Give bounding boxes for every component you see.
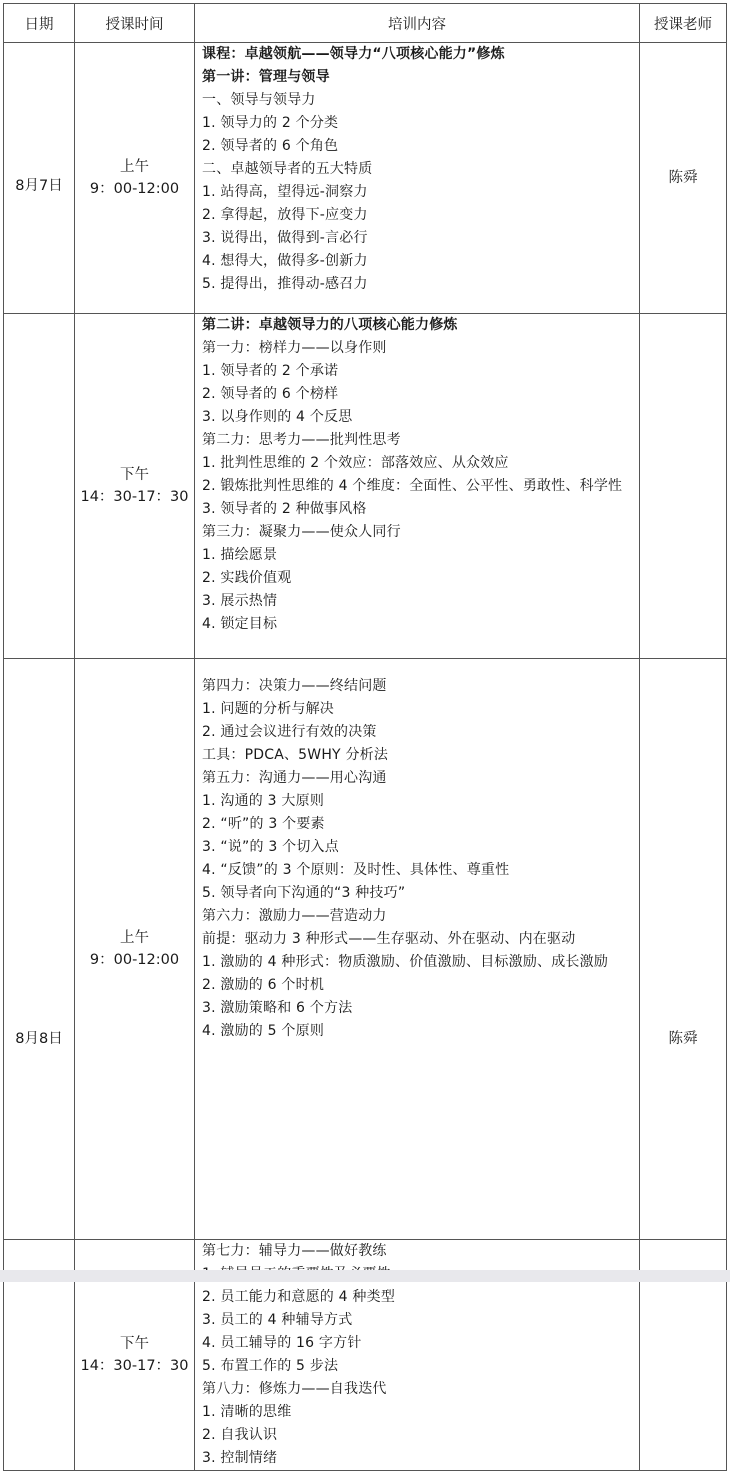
content-line: 2. 员工能力和意愿的 4 种类型	[202, 1289, 396, 1305]
content-line: 第五力：沟通力——用心沟通	[202, 770, 387, 786]
content-line: 工具：PDCA、5WHY 分析法	[202, 747, 389, 763]
content-line: 5. 布置工作的 5 步法	[202, 1358, 339, 1374]
content-line: 4. “反馈”的 3 个原则：及时性、具体性、尊重性	[202, 862, 510, 878]
content-line: 1. 批判性思维的 2 个效应：部落效应、从众效应	[202, 455, 509, 471]
session-row-1	[4, 43, 727, 314]
content-line: 1. 领导力的 2 个分类	[202, 115, 339, 131]
content-line: 2. “听”的 3 个要素	[202, 816, 325, 832]
content-line: 2. 领导者的 6 个角色	[202, 138, 339, 154]
content-line: 3. 激励策略和 6 个方法	[202, 1000, 353, 1016]
session-hours: 9：00-12:00	[89, 181, 180, 197]
session-content	[195, 43, 640, 314]
content-line: 3. 展示热情	[202, 593, 278, 609]
session-row-3	[4, 659, 727, 1240]
session-hours: 9：00-12:00	[89, 952, 180, 968]
session-period: 下午	[120, 1336, 149, 1352]
content-line: 2. 实践价值观	[202, 570, 292, 586]
session-hours: 14：30-17：30	[80, 489, 189, 505]
content-line: 2. 拿得起，放得下-应变力	[202, 207, 368, 223]
header-content: 培训内容	[195, 4, 640, 43]
schedule-table	[3, 3, 727, 1471]
header-time: 授课时间	[75, 4, 195, 43]
session-time	[75, 659, 195, 1240]
content-line: 1. 站得高，望得远-洞察力	[202, 184, 368, 200]
header-date: 日期	[4, 4, 75, 43]
content-line: 3. 领导者的 2 种做事风格	[202, 501, 367, 517]
session-date: 8月7日	[4, 43, 75, 314]
session-teacher	[640, 314, 727, 659]
content-line: 3. 员工的 4 种辅导方式	[202, 1312, 353, 1328]
content-line: 第四力：决策力——终结问题	[202, 678, 387, 694]
content-line: 1. 清晰的思维	[202, 1404, 292, 1420]
content-line: 4. 锁定目标	[202, 616, 278, 632]
session-hours: 14：30-17：30	[80, 1358, 189, 1374]
content-line: 2. 领导者的 6 个榜样	[202, 386, 339, 402]
session-teacher: 陈舜	[640, 659, 727, 1240]
content-line: 前提：驱动力 3 种形式——生存驱动、外在驱动、内在驱动	[202, 931, 576, 947]
session-time	[75, 314, 195, 659]
lecture-title: 第一讲：管理与领导	[202, 69, 330, 85]
content-line: 2. 锻炼批判性思维的 4 个维度：全面性、公平性、勇敢性、科学性	[202, 478, 623, 494]
content-line: 4. 员工辅导的 16 字方针	[202, 1335, 362, 1351]
session-period: 下午	[120, 467, 149, 483]
content-line: 3. 说得出，做得到-言必行	[202, 230, 368, 246]
lecture-title: 第二讲：卓越领导力的八项核心能力修炼	[202, 317, 458, 333]
content-line: 3. “说”的 3 个切入点	[202, 839, 339, 855]
session-time	[75, 43, 195, 314]
session-date: 8月8日	[4, 659, 75, 1240]
content-line: 4. 激励的 5 个原则	[202, 1023, 325, 1039]
session-teacher: 陈舜	[640, 43, 727, 314]
header-teacher: 授课老师	[640, 4, 727, 43]
content-line: 第二力：思考力——批判性思考	[202, 432, 401, 448]
content-line: 第七力：辅导力——做好教练	[202, 1243, 387, 1259]
content-line: 1. 沟通的 3 大原则	[202, 793, 325, 809]
bottom-strip	[0, 1270, 730, 1282]
content-line: 1. 描绘愿景	[202, 547, 278, 563]
session-row-2	[4, 314, 727, 659]
header-row	[4, 4, 727, 43]
session-period: 上午	[120, 930, 149, 946]
content-line: 5. 提得出，推得动-感召力	[202, 276, 368, 292]
content-line: 1. 领导者的 2 个承诺	[202, 363, 339, 379]
content-line: 1. 激励的 4 种形式：物质激励、价值激励、目标激励、成长激励	[202, 954, 609, 970]
content-line: 2. 通过会议进行有效的决策	[202, 724, 377, 740]
content-line: 3. 控制情绪	[202, 1450, 278, 1466]
session-content	[195, 659, 640, 1240]
course-title: 课程：卓越领航——领导力“八项核心能力”修炼	[202, 46, 505, 62]
content-line: 5. 领导者向下沟通的“3 种技巧”	[202, 885, 406, 901]
content-line: 3. 以身作则的 4 个反思	[202, 409, 353, 425]
content-line: 第六力：激励力——营造动力	[202, 908, 387, 924]
content-line: 二、卓越领导者的五大特质	[202, 161, 373, 177]
content-line: 2. 激励的 6 个时机	[202, 977, 325, 993]
content-line: 4. 想得大，做得多-创新力	[202, 253, 368, 269]
content-line: 一、领导与领导力	[202, 92, 316, 108]
session-content	[195, 314, 640, 659]
session-period: 上午	[120, 159, 149, 175]
session-date	[4, 314, 75, 659]
content-line: 第三力：凝聚力——使众人同行	[202, 524, 401, 540]
content-line: 第八力：修炼力——自我迭代	[202, 1381, 387, 1397]
content-line: 2. 自我认识	[202, 1427, 278, 1443]
content-line: 1. 问题的分析与解决	[202, 701, 335, 717]
content-line: 第一力：榜样力——以身作则	[202, 340, 387, 356]
